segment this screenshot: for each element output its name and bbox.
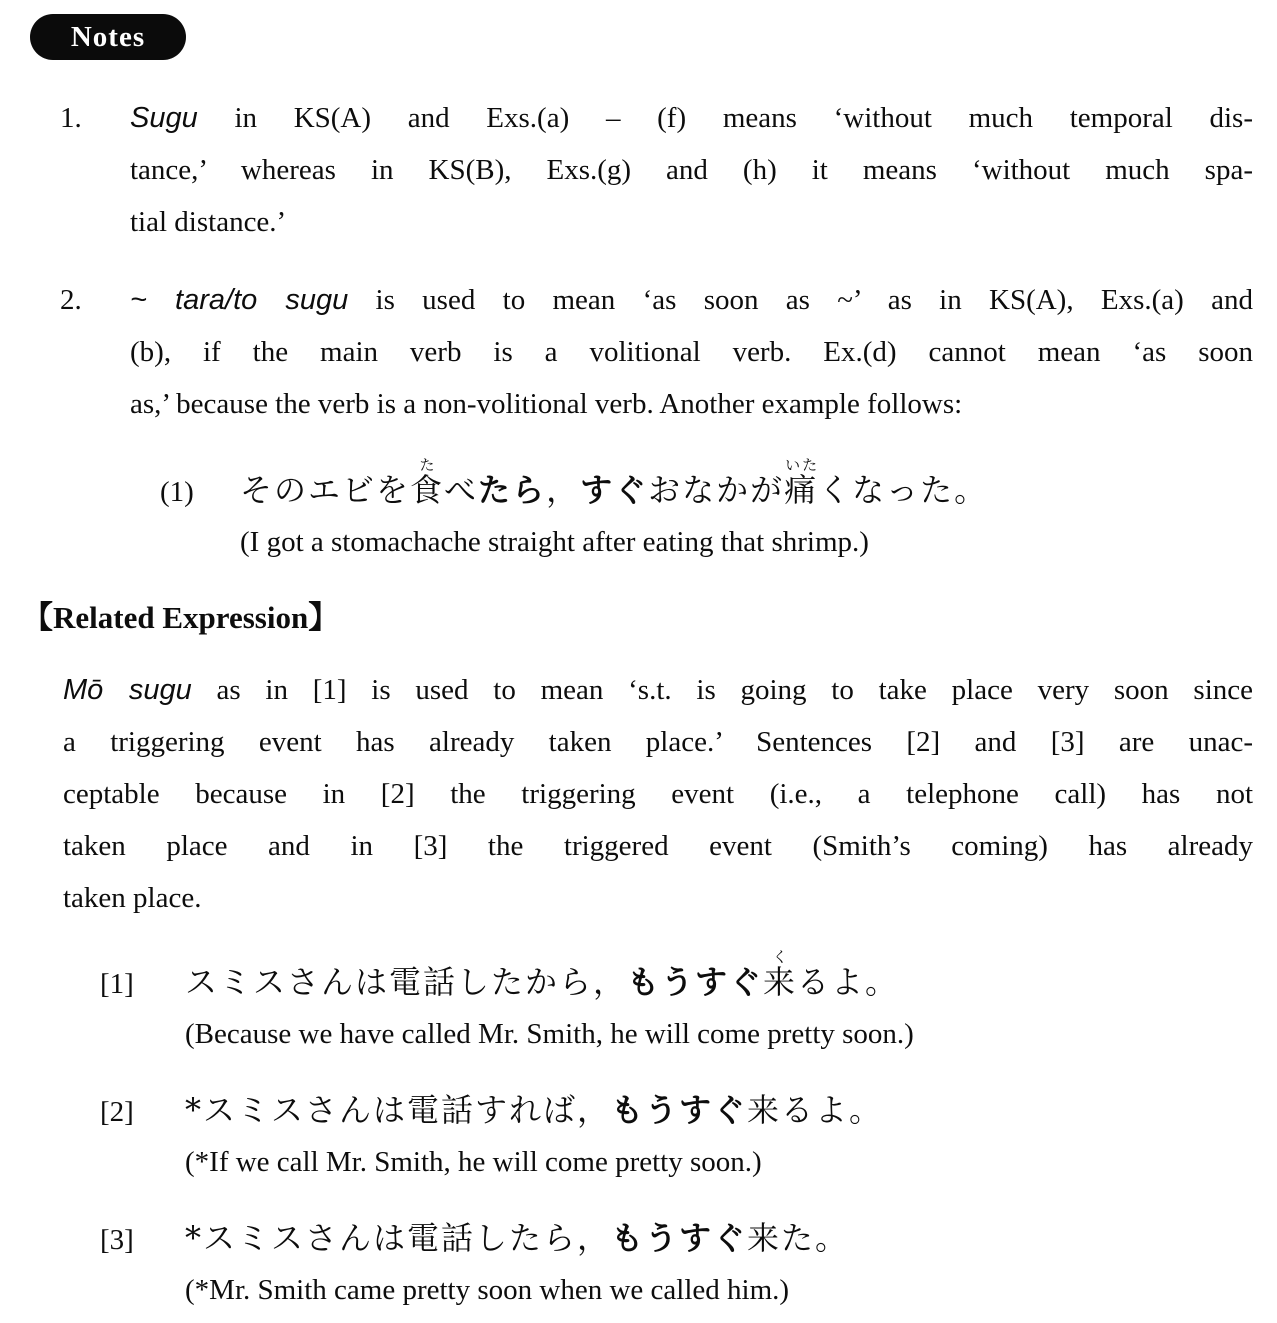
jp-segment: そのエビを [240,471,411,509]
text-run: as in [1] is used to mean ‘s.t. is going to take place very soon since [191,674,1253,706]
text-run: tial distance.’ [130,206,287,238]
text-run: tance,’ whereas in KS(B), Exs.(g) and (h) it means ‘without much spa- [130,154,1253,186]
text-line [130,92,1253,144]
note-item-1 [0,92,1277,248]
note-text [130,92,1253,248]
jp-segment: 来た。 [747,1219,850,1257]
content [0,92,1277,1316]
romanized-word: Sugu [130,102,198,134]
jp-segment: るよ。 [797,963,900,1001]
notes-badge [30,14,186,60]
related-example-2 [100,1084,1253,1188]
english-translation: (Because we have called Mr. Smith, he will come pretty soon.) [185,1018,914,1050]
example-label: (1) [160,476,194,508]
example-label: [1] [100,968,134,1000]
example-1 [160,456,1253,568]
text-run: is used to mean ‘as soon as ~’ as in KS(A), Exs.(a) and [348,284,1253,316]
example-label: [2] [100,1096,134,1128]
kanji-base: 来 [763,963,798,1001]
text-run: as,’ because the verb is a non-volitional verb. Another example follows: [130,388,963,420]
text-run: taken place and in [3] the triggered event (Smith’s coming) has already [63,830,1253,862]
jp-segment: 来るよ。 [747,1091,884,1129]
text-line [63,872,1253,924]
kanji-with-furigana [410,456,445,509]
jp-segment: おなかが [648,471,785,509]
text-line [63,820,1253,872]
text-run: in KS(A) and Exs.(a) – (f) means ‘without much temporal dis- [197,102,1253,134]
kanji-with-furigana [784,456,819,509]
english-translation: (I got a stomachache straight after eating that shrimp.) [240,526,869,558]
jp-segment: もうすぐ [611,1219,748,1257]
example-body [185,1084,1253,1188]
english-translation: (*If we call Mr. Smith, he will come pretty soon.) [185,1146,762,1178]
kanji-base: 食 [410,471,445,509]
related-example-3 [100,1212,1253,1316]
text-line [63,664,1253,716]
text-line [63,768,1253,820]
related-expression-header: 【Related Expression】 [22,600,340,635]
jp-segment: ， [546,471,581,509]
jp-segment: *スミスさんは電話すれば， [185,1091,612,1129]
kanji-base: 痛 [784,471,819,509]
jp-segment: スミスさんは電話したから， [185,963,628,1001]
text-run: a triggering event has already taken place.’ Sentences [2] and [3] are unac- [63,726,1253,758]
jp-segment: くなった。 [818,471,989,509]
kanji-with-furigana [763,948,798,1001]
japanese-sentence [185,948,1253,1008]
japanese-sentence [185,1084,1253,1136]
example-body [185,1212,1253,1316]
note-text [130,274,1253,430]
note-item-2 [0,274,1277,430]
furigana: いた [784,456,819,474]
jp-segment: たら [478,471,547,509]
text-line [130,326,1253,378]
example-body [185,948,1253,1060]
note-number: 1. [60,102,82,134]
text-run: ceptable because in [2] the triggering event (i.e., a telephone call) has not [63,778,1253,810]
furigana: た [410,456,445,474]
text-run: (b), if the main verb is a volitional verb. Ex.(d) cannot mean ‘as soon [130,336,1253,368]
english-translation: (*Mr. Smith came pretty soon when we called him.) [185,1274,790,1306]
romanized-word: Mō sugu [63,674,192,706]
text-run: taken place. [63,882,202,914]
jp-segment: すぐ [580,471,649,509]
text-line [130,274,1253,326]
romanized-word: ~ tara/to sugu [130,284,349,316]
notes-badge-label: Notes [70,20,146,53]
text-line [130,378,1253,430]
japanese-sentence [185,1212,1253,1264]
jp-segment: もうすぐ [627,963,764,1001]
text-line [130,144,1253,196]
jp-segment: べ [444,471,479,509]
example-label: [3] [100,1224,134,1256]
text-line [63,716,1253,768]
jp-segment: *スミスさんは電話したら， [185,1219,612,1257]
furigana: く [763,948,798,966]
jp-segment: もうすぐ [611,1091,748,1129]
related-paragraph [63,664,1253,924]
example-body [240,456,1253,568]
related-example-1 [100,948,1253,1060]
text-line [130,196,1253,248]
japanese-sentence [240,456,1253,516]
note-number: 2. [60,284,82,316]
